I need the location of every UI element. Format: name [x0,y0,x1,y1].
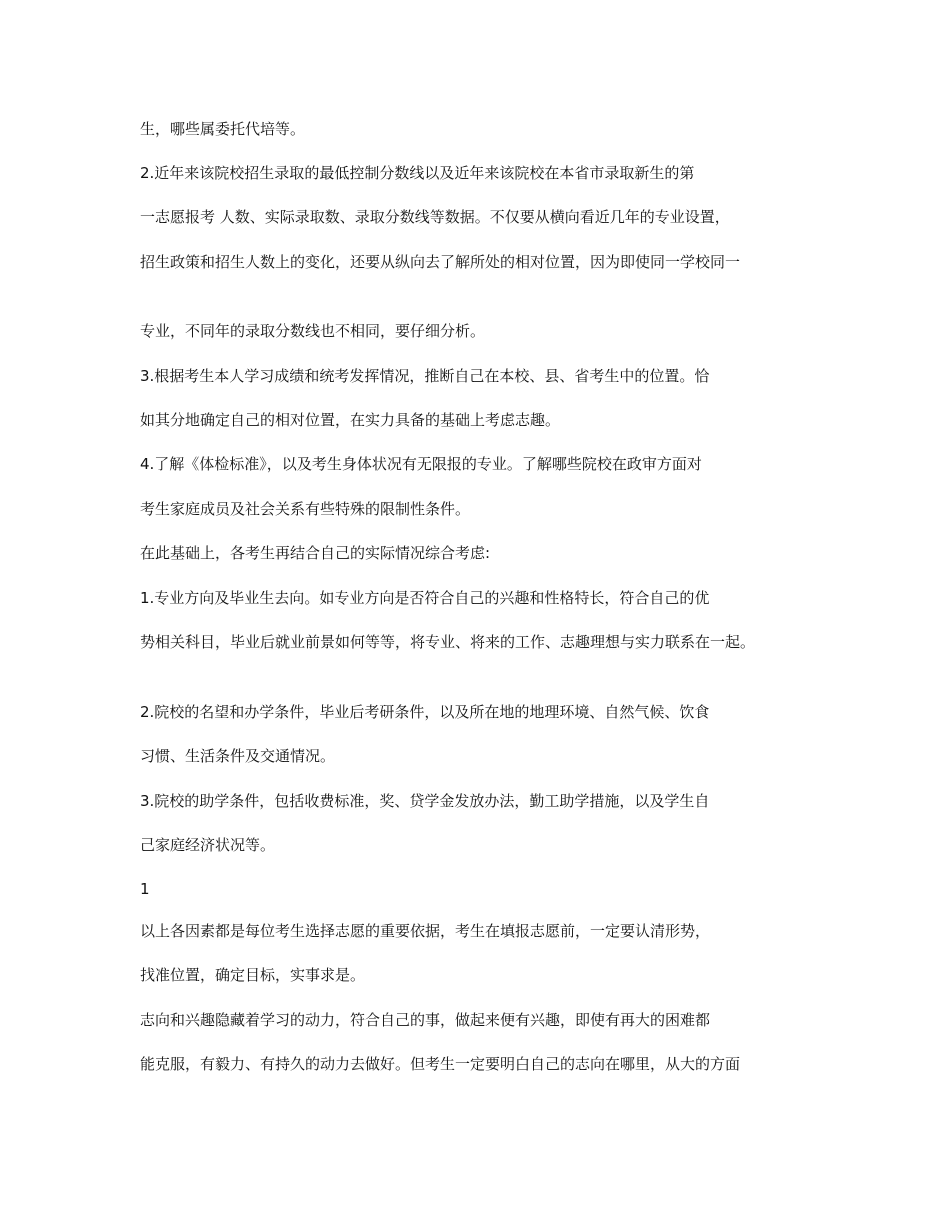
text-line: 能克服，有毅力、有持久的动力去做好。但考生一定要明白自己的志向在哪里，从大的方面 [140,1055,741,1073]
text-line: 找准位置，确定目标，实事求是。 [140,966,366,984]
text-line: 势相关科目，毕业后就业前景如何等等，将专业、将来的工作、志趣理想与实力联系在一起。 [140,633,756,651]
text-line: 2.近年来该院校招生录取的最低控制分数线以及近年来该院校在本省市录取新生的第 [140,164,695,182]
text-line: 如其分地确定自己的相对位置，在实力具备的基础上考虑志趣。 [140,411,561,429]
text-line: 4.了解《体检标准》，以及考生身体状况有无限报的专业。了解哪些院校在政审方面对 [140,455,702,473]
text-line: 3.根据考生本人学习成绩和统考发挥情况，推断自己在本校、县、省考生中的位置。恰 [140,367,710,385]
text-line: 考生家庭成员及社会关系有些特殊的限制性条件。 [140,500,471,518]
page-number: 1 [140,880,150,898]
text-line: 习惯、生活条件及交通情况。 [140,747,336,765]
text-line: 在此基础上，各考生再结合自己的实际情况综合考虑: [140,544,491,562]
text-line: 生，哪些属委托代培等。 [140,120,306,138]
text-line: 招生政策和招生人数上的变化，还要从纵向去了解所处的相对位置，因为即使同一学校同一 [140,253,741,271]
text-line: 专业，不同年的录取分数线也不相同，要仔细分析。 [140,322,486,340]
text-line: 1.专业方向及毕业生去向。如专业方向是否符合自己的兴趣和性格特长，符合自己的优 [140,589,710,607]
text-line: 己家庭经济状况等。 [140,836,276,854]
text-line: 2.院校的名望和办学条件，毕业后考研条件，以及所在地的地理环境、自然气候、饮食 [140,703,710,721]
text-line: 以上各因素都是每位考生选择志愿的重要依据，考生在填报志愿前，一定要认清形势， [140,922,711,940]
text-line: 一志愿报考 人数、实际录取数、录取分数线等数据。不仅要从横向看近几年的专业设置， [140,208,730,226]
text-line: 志向和兴趣隐藏着学习的动力，符合自己的事，做起来便有兴趣，即使有再大的困难都 [140,1011,711,1029]
text-line: 3.院校的助学条件，包括收费标准，奖、贷学金发放办法，勤工助学措施，以及学生自 [140,792,710,810]
